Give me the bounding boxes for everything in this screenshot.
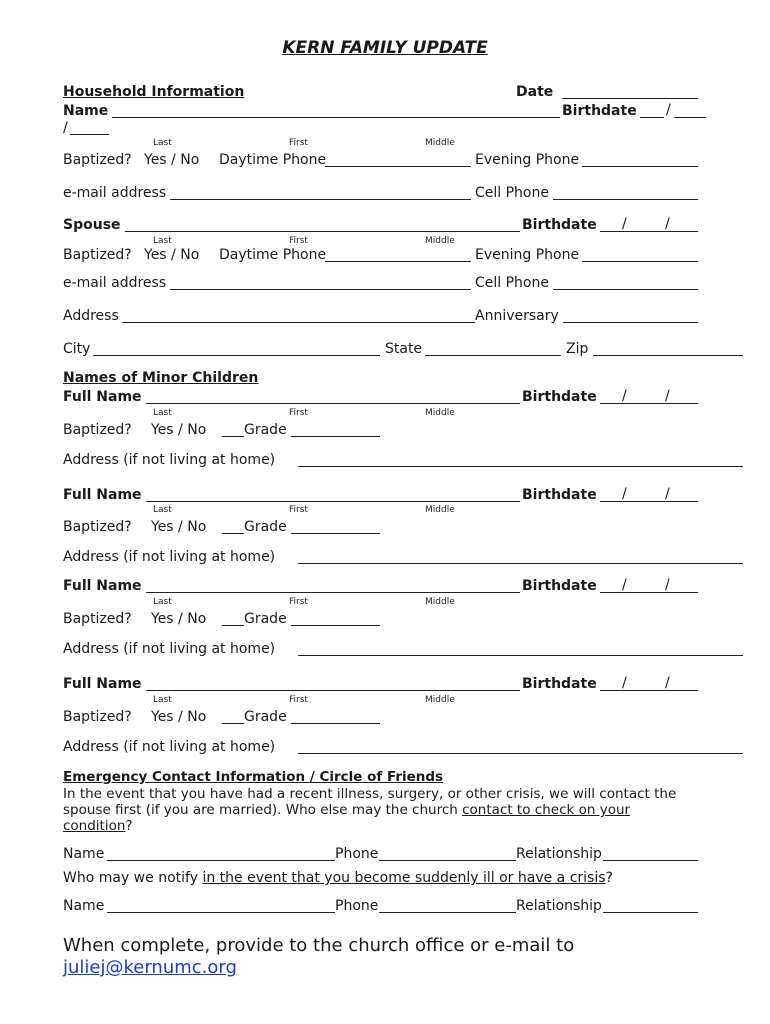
spouse-daytime-phone-field[interactable]	[325, 261, 471, 262]
child-grade-blank[interactable]	[222, 533, 244, 534]
sub-last: Last	[153, 408, 172, 418]
email-field[interactable]	[170, 199, 471, 200]
state-field[interactable]	[425, 355, 561, 356]
spouse-baptized-label: Baptized?	[63, 247, 132, 263]
spouse-name-field[interactable]	[125, 231, 520, 232]
contact2-name-label: Name	[63, 898, 105, 914]
contact1-relationship-field[interactable]	[603, 860, 698, 861]
child-baptized-yes-no[interactable]: Yes / No	[151, 519, 207, 535]
child-grade-field[interactable]	[291, 533, 380, 534]
date-slash: /	[665, 577, 670, 593]
notify-question	[63, 870, 613, 887]
child-address-field[interactable]	[298, 655, 743, 656]
child-birthdate-label: Birthdate	[522, 487, 597, 503]
child-birthdate-field[interactable]	[600, 501, 698, 502]
contact1-name-label: Name	[63, 846, 105, 862]
child-baptized-label: Baptized?	[63, 519, 132, 535]
spouse-email-field[interactable]	[170, 289, 471, 290]
baptized-label: Baptized?	[63, 152, 132, 168]
notify-question-end: ?	[605, 870, 613, 886]
sub-first: First	[289, 695, 308, 705]
date-slash: /	[665, 216, 670, 232]
sub-first: First	[289, 505, 308, 515]
child-grade-blank[interactable]	[222, 436, 244, 437]
contact2-name-field[interactable]	[107, 912, 335, 913]
zip-label: Zip	[566, 341, 589, 357]
child-full-name-label: Full Name	[63, 676, 142, 692]
child-name-field[interactable]	[146, 403, 520, 404]
contact1-name-field[interactable]	[107, 860, 335, 861]
notify-question-underlined: in the event that you become suddenly ill or have a crisis	[202, 870, 606, 886]
spouse-birthdate-label: Birthdate	[522, 217, 597, 233]
baptized-yes-no[interactable]: Yes / No	[144, 152, 200, 168]
city-label: City	[63, 341, 91, 357]
sub-middle: Middle	[425, 236, 455, 246]
zip-field[interactable]	[593, 355, 743, 356]
child-grade-label: Grade	[244, 422, 287, 438]
contact2-relationship-label: Relationship	[516, 898, 602, 914]
emergency-paragraph-text: In the event that you have had a recent illness, surgery, or other crisis, we will contact the spouse first (if you are married). Who else may the church	[63, 786, 677, 818]
daytime-phone-label: Daytime Phone	[219, 152, 327, 168]
sub-last: Last	[153, 597, 172, 607]
emergency-heading: Emergency Contact Information / Circle of Friends	[63, 769, 444, 785]
name-label: Name	[63, 103, 109, 119]
emergency-paragraph	[63, 786, 703, 834]
child-birthdate-label: Birthdate	[522, 676, 597, 692]
date-label: Date	[516, 84, 554, 100]
child-baptized-label: Baptized?	[63, 611, 132, 627]
sub-first: First	[289, 597, 308, 607]
date-slash: /	[665, 675, 670, 691]
sub-first: First	[289, 408, 308, 418]
sub-first: First	[289, 236, 308, 246]
child-birthdate-field[interactable]	[600, 403, 698, 404]
spouse-cell-label: Cell Phone	[475, 275, 549, 291]
birthdate-month-field[interactable]	[640, 117, 664, 118]
child-grade-blank[interactable]	[222, 625, 244, 626]
child-address-label: Address (if not living at home)	[63, 739, 276, 755]
household-heading: Household Information	[63, 84, 245, 100]
child-grade-field[interactable]	[291, 723, 380, 724]
child-name-field[interactable]	[146, 501, 520, 502]
form-title: KERN FAMILY UPDATE	[282, 38, 488, 58]
sub-middle: Middle	[425, 505, 455, 515]
child-address-label: Address (if not living at home)	[63, 549, 276, 565]
sub-middle: Middle	[425, 408, 455, 418]
sub-last: Last	[153, 236, 172, 246]
footer-instruction: When complete, provide to the church office or e-mail to	[63, 935, 575, 956]
spouse-evening-phone-label: Evening Phone	[475, 247, 580, 263]
anniversary-field[interactable]	[563, 322, 698, 323]
child-name-field[interactable]	[146, 592, 520, 593]
contact1-relationship-label: Relationship	[516, 846, 602, 862]
child-grade-field[interactable]	[291, 625, 380, 626]
child-address-field[interactable]	[298, 753, 743, 754]
birthdate-slash: /	[63, 120, 68, 136]
contact2-relationship-field[interactable]	[603, 912, 698, 913]
spouse-daytime-phone-label: Daytime Phone	[219, 247, 327, 263]
spouse-birthdate-field[interactable]	[600, 231, 698, 232]
child-address-field[interactable]	[298, 563, 743, 564]
contact2-phone-field[interactable]	[379, 912, 516, 913]
children-heading: Names of Minor Children	[63, 370, 259, 386]
contact1-phone-label: Phone	[335, 846, 379, 862]
child-baptized-yes-no[interactable]: Yes / No	[151, 709, 207, 725]
child-baptized-label: Baptized?	[63, 422, 132, 438]
birthdate-label: Birthdate	[562, 103, 637, 119]
date-slash: /	[665, 486, 670, 502]
contact2-phone-label: Phone	[335, 898, 379, 914]
sub-last: Last	[153, 505, 172, 515]
sub-middle: Middle	[425, 695, 455, 705]
child-address-field[interactable]	[298, 466, 743, 467]
child-grade-label: Grade	[244, 611, 287, 627]
child-address-label: Address (if not living at home)	[63, 641, 276, 657]
address-field[interactable]	[122, 322, 475, 323]
child-grade-label: Grade	[244, 709, 287, 725]
child-birthdate-label: Birthdate	[522, 389, 597, 405]
notify-question-start: Who may we notify	[63, 870, 198, 886]
anniversary-label: Anniversary	[475, 308, 559, 324]
state-label: State	[385, 341, 423, 357]
child-baptized-label: Baptized?	[63, 709, 132, 725]
child-grade-label: Grade	[244, 519, 287, 535]
daytime-phone-field[interactable]	[325, 166, 471, 167]
address-label: Address	[63, 308, 119, 324]
spouse-evening-phone-field[interactable]	[582, 261, 698, 262]
child-full-name-label: Full Name	[63, 487, 142, 503]
city-field[interactable]	[93, 355, 380, 356]
footer-email-link[interactable]: juliej@kernumc.org	[63, 957, 237, 978]
sub-last: Last	[153, 695, 172, 705]
evening-phone-label: Evening Phone	[475, 152, 580, 168]
date-slash: /	[622, 216, 627, 232]
child-name-field[interactable]	[146, 690, 520, 691]
child-full-name-label: Full Name	[63, 389, 142, 405]
email-label: e-mail address	[63, 185, 167, 201]
sub-middle: Middle	[425, 138, 455, 148]
name-field[interactable]	[112, 117, 560, 118]
sub-first: First	[289, 138, 308, 148]
child-grade-field[interactable]	[291, 436, 380, 437]
emergency-paragraph-underlined: contact to check on your condition	[63, 802, 631, 834]
birthdate-year-field[interactable]	[70, 134, 109, 135]
spouse-cell-field[interactable]	[553, 289, 698, 290]
cell-phone-label: Cell Phone	[475, 185, 549, 201]
child-birthdate-field[interactable]	[600, 690, 698, 691]
emergency-paragraph-end: ?	[125, 818, 133, 834]
child-baptized-yes-no[interactable]: Yes / No	[151, 422, 207, 438]
birthdate-slash: /	[666, 102, 671, 118]
child-baptized-yes-no[interactable]: Yes / No	[151, 611, 207, 627]
date-slash: /	[665, 388, 670, 404]
cell-phone-field[interactable]	[553, 199, 698, 200]
child-address-label: Address (if not living at home)	[63, 452, 276, 468]
date-slash: /	[622, 675, 627, 691]
child-birthdate-label: Birthdate	[522, 578, 597, 594]
sub-last: Last	[153, 138, 172, 148]
evening-phone-field[interactable]	[582, 166, 698, 167]
date-slash: /	[622, 486, 627, 502]
spouse-label: Spouse	[63, 217, 121, 233]
spouse-email-label: e-mail address	[63, 275, 167, 291]
date-slash: /	[622, 577, 627, 593]
contact1-phone-field[interactable]	[379, 860, 516, 861]
child-grade-blank[interactable]	[222, 723, 244, 724]
spouse-baptized-yes-no[interactable]: Yes / No	[144, 247, 200, 263]
child-full-name-label: Full Name	[63, 578, 142, 594]
child-birthdate-field[interactable]	[600, 592, 698, 593]
sub-middle: Middle	[425, 597, 455, 607]
date-slash: /	[622, 388, 627, 404]
birthdate-day-field[interactable]	[674, 117, 706, 118]
date-field[interactable]	[562, 98, 698, 99]
